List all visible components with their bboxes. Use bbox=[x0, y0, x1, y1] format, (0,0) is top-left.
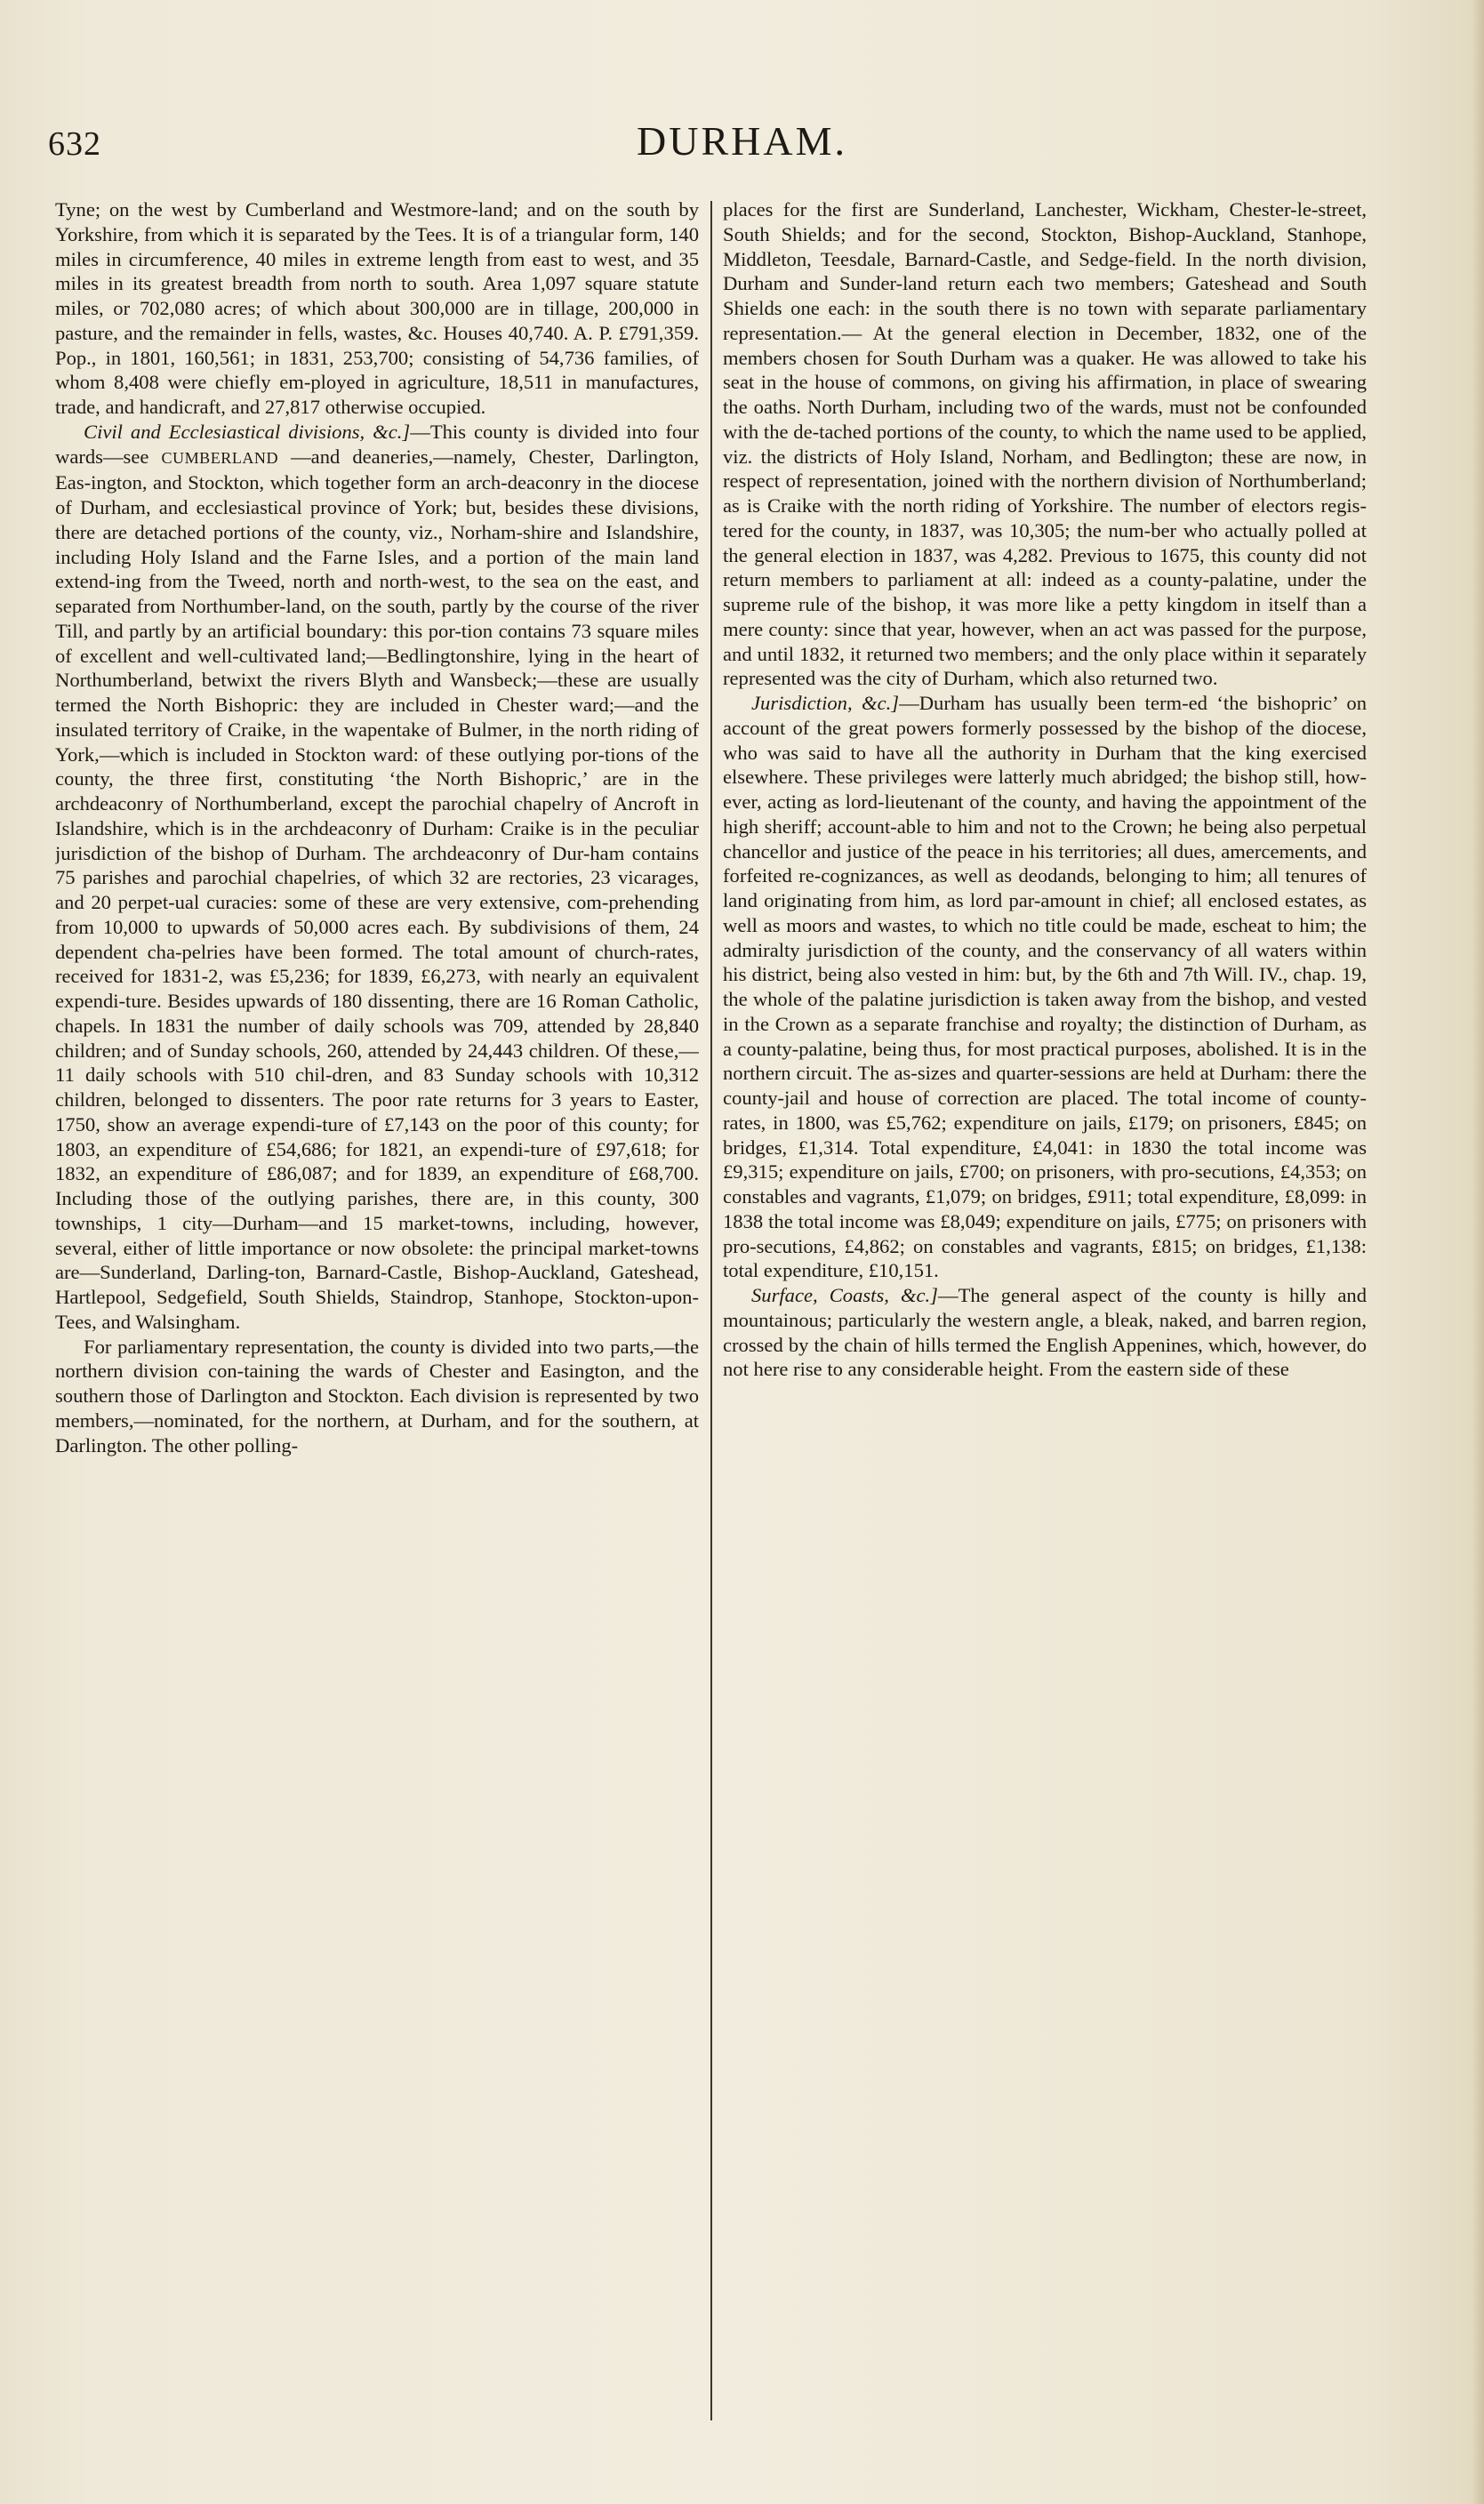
right-paragraph-3-text: —The general aspect of the county is hilly and mountainous; particularly the western angle, a bleak, naked, and barren region, crossed by the chain of hills termed the English Appenines, which, however, do not here rise to any considerable height. From the eastern side of these bbox=[723, 1284, 1367, 1381]
right-column bbox=[723, 197, 1367, 2474]
left-paragraph-1: Tyne; on the west by Cumberland and Westmore-land; and on the south by Yorkshire, from which it is separated by the Tees. It is of a triangular form, 140 miles in circumference, 40 miles in extreme length from east to west, and 35 miles in its greatest breadth from north to south. Area 1,097 square statute miles, or 702,080 acres; of which about 300,000 are in tillage, 200,000 in pasture, and the remainder in fells, wastes, &c. Houses 40,740. A. P. £791,359. Pop., in 1801, 160,561; in 1831, 253,700; consisting of 54,736 families, of whom 8,408 were chiefly em-ployed in agriculture, 18,511 in manufactures, trade, and handicraft, and 27,817 otherwise occupied. bbox=[55, 198, 699, 418]
left-paragraph-2-text-b: —and deaneries,—namely, Chester, Darlington, Eas-ington, and Stockton, which together form an arch-deaconry in the diocese of Durham, and ecclesiastical province of York; but, besides these divisions, there are detached portions of the county, viz., Norham-shire and Islandshire, including Holy Island and the Farne Isles, and a portion of the main land extend-ing from the Tweed, north and north-west, to the sea on the east, and separated from Northumber-land, on the south, partly by the course of the river Till, and partly by an artificial boundary: this por-tion contains 73 square miles of excellent and well-cultivated land;—Bedlingtonshire, lying in the heart of Northumberland, betwixt the rivers Blyth and Wansbeck;—these are usually termed the North Bishopric: they are included in Chester ward;—and the insulated territory of Craike, in the wapentake of Bulmer, in the north riding of York,—which is included in Stockton ward: of these outlying por-tions of the county, the three first, constituting ‘the North Bishopric,’ are in the archdeaconry of Northumberland, except the parochial chapelry of Ancroft in Islandshire, which is in the archdeaconry of Durham: Craike is in the peculiar jurisdiction of the bishop of Durham. The archdeaconry of Dur-ham contains 75 parishes and parochial chapelries, of which 32 are rectories, 23 vicarages, and 20 perpet-ual curacies: some of these are very extensive, com-prehending from 10,000 to upwards of 50,000 acres each. By subdivisions of them, 24 dependent cha-pelries have been formed. The total amount of church-rates, received for 1831-2, was £5,236; for 1839, £6,273, with nearly an equivalent expendi-ture. Besides upwards of 180 dissenting, there are 16 Roman Catholic, chapels. In 1831 the number of daily schools was 709, attended by 28,840 children; and of Sunday schools, 260, attended by 24,443 children. Of these,—11 daily schools with 510 chil-dren, and 83 Sunday schools with 10,312 children, belonged to dissenters. The poor rate returns for 3 years to Easter, 1750, show an average expendi-ture of £7,143 on the poor of this county; for 1803, an expenditure of £54,686; for 1821, an expendi-ture of £97,618; for 1832, an expenditure of £86,087; and for 1839, an expenditure of £68,700. Including those of the outlying parishes, there are, in this county, 300 townships, 1 city—Durham—and 15 market-towns, including, however, several, either of little importance or now obsolete: the principal market-towns are—Sunderland, Darling-ton, Barnard-Castle, Bishop-Auckland, Gateshead, Hartlepool, Sedgefield, South Shields, Staindrop, Stanhope, Stockton-upon-Tees, and Walsingham. bbox=[55, 445, 699, 1333]
right-paragraph-1: places for the first are Sunderland, Lanchester, Wickham, Chester-le-street, South Shields; and for the second, Stockton, Bishop-Auckland, Stanhope, Middleton, Teesdale, Barnard-Castle, and Sedge-field. In the north division, Durham and Sunder-land return each two members; Gateshead and South Shields one each: in the south there is no town with separate parliamentary representation.— At the general election in December, 1832, one of the members chosen for South Durham was a quaker. He was allowed to take his seat in the house of commons, on giving his affirmation, in place of swearing the oaths. North Durham, including two of the wards, must not be confounded with the de-tached portions of the county, to which the name used to be applied, viz. the districts of Holy Island, Norham, and Bedlington; these are now, in respect of representation, joined with the northern division of Northumberland; as is Craike with the north riding of Yorkshire. The number of electors regis-tered for the county, in 1837, was 10,305; the num-ber who actually polled at the general election in 1837, was 4,282. Previous to 1675, this county did not return members to parliament at all: indeed as a county-palatine, under the supreme rule of the bishop, it was more like a petty kingdom in itself than a mere county: since that year, however, when an act was passed for the purpose, and until 1832, it returned two members; and the only place within it separately represented was the city of Durham, which also returned two. bbox=[723, 198, 1367, 690]
page-header bbox=[0, 116, 1484, 178]
section-heading-jurisdiction: Jurisdiction, &c.] bbox=[751, 692, 900, 714]
right-paragraph-2-text: —Durham has usually been term-ed ‘the bishopric’ on account of the great powers formerly possessed by the bishop of the diocese, who was said to have all the authority in Durham that the king exercised elsewhere. These privileges were latterly much abridged; the bishop still, how-ever, acting as lord-lieutenant of the county, and having the appointment of the high sheriff; account-able to him and not to the Crown; he being also perpetual chancellor and justice of the peace in his territories; all dues, amercements, and forfeited re-cognizances, as well as deodands, belonging to him; all tenures of land originating from him, as lord par-amount in chief; all enclosed estates, as well as moors and wastes, to which no title could be made, escheat to him; the admiralty jurisdiction of the county, and the conservancy of all waters within his district, being also vested in him: but, by the 6th and 7th Will. IV., chap. 19, the whole of the palatine jurisdiction is taken away from the bishop, and vested in the Crown as a separate franchise and royalty; the distinction of Durham, as a county-palatine, being thus, for most practical purposes, abolished. It is in the northern circuit. The as-sizes and quarter-sessions are held at Durham: there the county-jail and house of correction are placed. The total income of county-rates, in 1800, was £5,762; expenditure on jails, £179; on prisoners, £845; on bridges, £1,314. Total expenditure, £4,041: in 1830 the total income was £9,315; expenditure on jails, £700; on prisoners, with pro-secutions, £4,353; on constables and vagrants, £1,079; on bridges, £911; total expenditure, £8,099: in 1838 the total income was £8,049; expenditure on jails, £775; on prisoners with pro-secutions, £4,862; on constables and vagrants, £815; on bridges, £1,138: total expenditure, £10,151. bbox=[723, 692, 1367, 1282]
running-head: DURHAM. bbox=[637, 118, 847, 164]
page-edge bbox=[1472, 0, 1484, 2504]
column-divider bbox=[710, 201, 712, 2420]
left-paragraph-2-text-a: —This county is divided into four wards—see bbox=[55, 420, 699, 468]
page-number: 632 bbox=[48, 125, 101, 163]
section-heading-surface-coasts: Surface, Coasts, &c.] bbox=[751, 1284, 938, 1306]
cross-reference-cumberland: CUMBERLAND bbox=[161, 448, 279, 467]
left-paragraph-3: For parliamentary representation, the county is divided into two parts,—the northern division con-taining the wards of Chester and Easington, and the southern those of Darlington and Stockton. Each division is represented by two members,—nominated, for the northern, at Durham, and for the southern, at Darlington. The other polling- bbox=[55, 1335, 699, 1457]
section-heading-civil-ecclesiastical: Civil and Ecclesiastical divisions, &c.] bbox=[84, 420, 411, 443]
left-paragraph-2 bbox=[55, 420, 699, 1335]
left-column bbox=[55, 197, 699, 2474]
right-paragraph-3 bbox=[723, 1283, 1367, 1382]
right-paragraph-2 bbox=[723, 691, 1367, 1283]
